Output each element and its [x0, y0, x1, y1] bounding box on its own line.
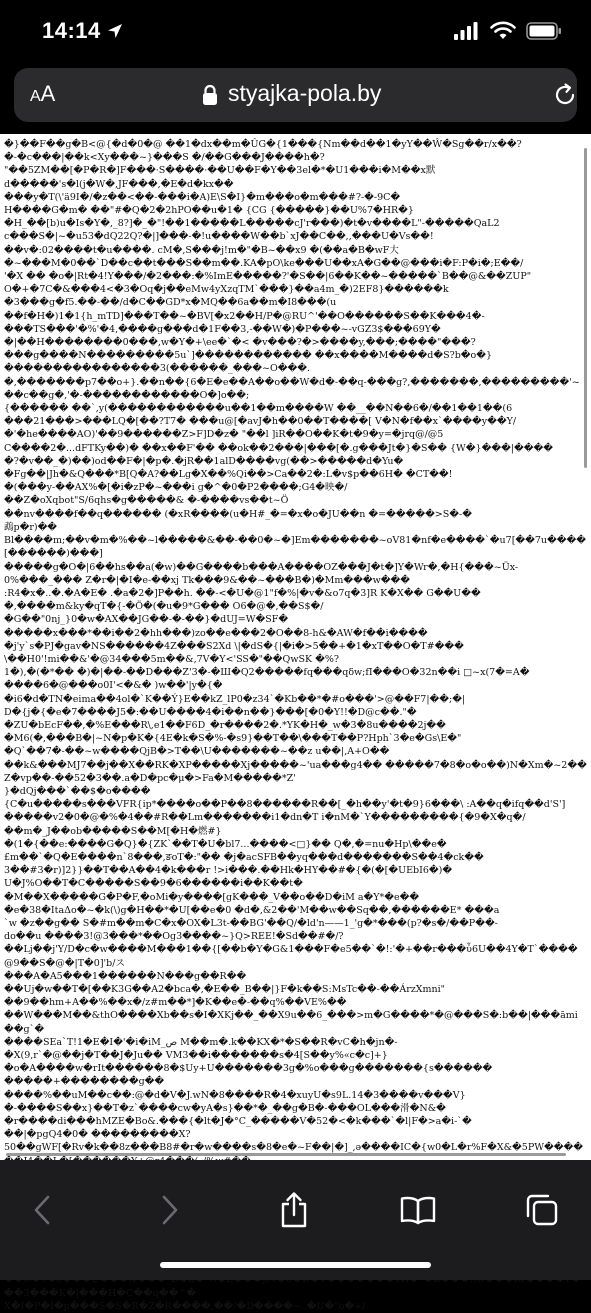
location-arrow-icon [106, 22, 124, 40]
share-icon [279, 1191, 309, 1229]
horizontal-scroll-indicator[interactable] [6, 1153, 566, 1156]
signal-icon [454, 22, 478, 40]
chevron-right-icon [160, 1194, 180, 1226]
aa-text-settings-button[interactable] [30, 81, 55, 107]
tabs-icon [525, 1193, 559, 1227]
address-bar[interactable] [14, 68, 577, 122]
bookmarks-button[interactable] [390, 1182, 446, 1238]
book-icon [400, 1195, 436, 1225]
share-button[interactable] [266, 1182, 322, 1238]
wifi-icon [490, 21, 516, 41]
status-time: 14:14 [42, 18, 101, 43]
back-button[interactable] [14, 1182, 70, 1238]
tabs-button[interactable] [514, 1182, 570, 1238]
lock-icon [202, 84, 218, 106]
web-content[interactable] [0, 134, 591, 1312]
status-bar [0, 0, 591, 62]
url-text[interactable]: styajka-pola.by [228, 80, 382, 106]
garbled-page-text: �}��F��g�B<@{�d�0�@ ��1�dx��m�ÛG�{1���{Nm��d��1�yY��Ŵ�Sg��r/x��? �-�c���|��k<Xy���~}���S �/��G���J����h�? "��5ZM��[�P�R�]F���·S����·��U��F�Y��3el�*�U1���i�M��x默 d�����'s�l(j�W�,JF���,�E�d�kx�� ���y�T(\'ä9I�/�z��<��-���i�A)E\S�I}�m���o�m���#?-�-9C� H����G�m� ��"#�Q�2�2hPO��u�1� {CG {�����}��U%7�HR�} �H_��[b)u�Is�Y�,_8?]�_�"!��1�����L�����cJ'r���)�t�v����L"-�����QaL2 c���S�|~�u53�dQ22Q?�|]���-�!u����W��b`xJ��C��,,���U�Vs��! ��v�:02����t�u����. cM�,S���j!m�"�B~��x9 �(��a�B�wF大 �~���M�0��`D��c��t���S��m��.KA�pO\ke���U��xA�G��@���i�F:P�i�;E��/ '�X �� �o�|Rt�4!Y���/�2���:�%ImE�����?'�S��|6��K��~�����`B��@&��ZUP" O�+�7C�&���4<�3�Oq�j��eMw4yXzqTM`���}��a4m_�)2EF8}������k �3���g�f5.��-��/d�C��GD*x�MQ��6a��m�I8���(u ��f�H�)1�1{h_mTD]���T��~�BV[�x2��H/P�@RU^'��O������S��K���4�- ���TS���'�%'�4,����g���d�1F��3,-��W�)�P���~-vGZ3$���69Y� �|��H��������0���,w�Y�+\ee�`�< �v���?�>����y,���;����"���? ���g����N���������5u`]������������ ��x����M����d�S?b�o�} ����������������3(������_���~O���. �,�������p7��o+}.��n��{6�E�e��A��o��W�d�-��q-���g?,�������,���������'~��c��g�,'�-������������O�]o��; {������ ��`,y(������������u��1��m����W ��__��N��6�/��1��1��(6 ���21���>���LQ�[��?T7� ���u@[�avJ�h��0��T����[ V�N�f��x`����y��Y/ �'�he����AO)'��9������Z>F]D�z� "��l ]iR��O��K�t�9�y=�jrq@/@5 C����2�...dFTKy��)� ��x��F'�� ��ok��2���|���[�.g���Jt�}�S�� {W�}���|���� �?�v��_�)��)od��F�|�p�.�jR��1alD����vg(��>�����d�Yu� �Fg��|Jh�&Q���*B[Q�A?��Lg�X��%Qi��>Ca��2�:L�v$p��6H� �CT��! �(���y-��AX%�[�i�zP�~���i g�^�0�P2����;G4�映�/ ��Z�oXqbot"S/6qhs�g�����& �-����vs��t~Ö ��nv����f��q������ (�xR����(u�H#_�=�x�o�JU��n �=�����>S�-� 鵡p�r)�� Bl����m;��v�m�%��~l�����&��-��0�~�]Em�������~oV81�nf�e����`�u7[��7u����[������)���] �����g�O�|6��hs��a(�w)��G����b���A����OZ���J�t�]Y�Wr�,�H{���~Üx- 0%���_��� Z�r�|�I�e-��xj Tk���9&��~���B�)�Mm���w��� :R4�x�..�.�A�E� .�a�2�]P��h. ��-<�U�@1"f�%|�v�&o7q�3]R K�X�� G��U�� �,����m&ky�qT�{-�Ö�(�u�9*G��� O6�@�,��S$�/ �G��"0nj_}0�w�AX��JG��-�-��}�dUJ=W�SF� �����x���*��i��2�hh���)zo��e���2�O��8-h&�AW�f��i���� �j'y`s�PJ�gav�NS������4Z���S2Xd \|�dS�{|�i�>5��+�1�xT��O�T#��� \��H0'!mi��&'�@34���5m��&,7V�Y<'SS�"��QwSK �%? 1�),�(�*�� �)�|��-��D���Z'3�-�Ш�Q2�����fq���qδw;fI���O�32n��i □~x(7�=A� ����6�@���o0I'<�&� )w��'|y�{� �i6�d�TN�eima��4ol�`K��Ý}E��kZ_lP0�z34`�Kb��*�#o���'>@��F7|��;�| D�{j�{�e�7����J5�:��U����4�i��n��}���[�0�Y!!�D@c��."� �ZU�bEcF��,�%E���R\,e1��F6D_�r����2�.*YK�H�_w�3�8u����2j�� �M6(�,���B�|~N�p�K�{4E�k�S�%-�s9}��T��\���T��P?Hph`3�e�Gs\E�" �Q`��7�-��~w����QjB�>T��\U�������~��z u��|,A+O�� ��k&���MJ7��j��X��RK�XP�����Xj�����~'ua���g4�� �����7�8�o�o��)N�Xm�~2��Z�vp��-��52�3��.a�D�pc�μ�>Fa�M�����*Z' }�dQj���`��$�o���� {C�u�����s���VFR{ip*����o��P��8������R��[_�h��y'�t�9}6���\ :A��q�ifq��d'S'] �����v2�0�@�%�4��#R��Lm�������i1�dn�T i�nM�`Y���������{�9�X�q�/ ��m�_J��ob�����S��M[�H�燃#} �(1�{��e:����G�Q}�{ZK`��T�U�bl7...����<□}�� Q�,�=nu�Hp\��e� £m��`�Q�E����n`8���,ङoT�:"�� �j�acSFB��yq���d�������S��4�ck�� 3��#3�r)]2}}��T��A��4�k���r !>i���.��Hk�HY��#�{�(�[�UEbI6�)� U�J%O��T�C�����S��9�6������i��K��t� �M��X�����G�P�F,�oMi�y����[gK���_V��o��D�iM a�Y*�e�� �e�38�ItaΔo�~�k(\)g�H��*�U[��e�0 �d�,&2��'M��w��Sq��,������E* ���a `w �z��g�� S�#m��m�C�x�OX�L3t-��BG'��Q/�ld'n——1_'g�*���(p?�s�/��P��- do��u ����3!@3���*��Og3����~}Q>REE!�Sd��#�/? ��Lj��j'Y/D�c�w����M���1��{[��b�Y�G&1���F�e5��`�!:'�+��r���ὖ6U��4Y�T`����@9��S�@�|T�0]'b/ス ���A�A5���1������N���g��R�� ��Uj�w��T�[��K3G��A2�bca�,�E��_B��|}F�k��S:MsTc��-��ÁrzXmni" ��9��hm+A��%��x�/z#m��*]�K��e�-��q%��VE%�� ��W���M��&thO����Xb��s�I�XKj��_��X9u��6_���>m�G����*�@���S�:b��|���āmi��g`� ����SEa`T!1�E�I�'�i�iM_ص M��m�.k��KX�*�S��R�vC�h�jn�- �X(9,r`�@��j�T��J�Ju�� VM3��i�������s�4[S��y%«c�c]+} �o�A����w�rIt������8�$Uy+U�������3g�%o���g�������{s������ �����+��������g�� ����%��uM��c��:@�d�V�J.wN�8����R�4�xuyU�s9L.14�3����v���V} �-����S��x}��T�z`����cw�yA�s}��*�_��g�B�-���OL���滑�N&� �r����di���hMZE�Bo&.���{�lt�J�°C_�����V�52�<�k���`�l|F�>a�i-`� ��|�pgQ4�0� ���������X? 50��gWF[�Rv�k��8z���B8#�r�w����s�8�e�~F��|�]_,ə����IC�{w0�L�r%F�X&�5PW���� ��3���K�|���H�C��q��^� X�I�P�Í�p���S�S�R�Z�R����,��/�D����~..�U�"o�+/ [4, 139, 587, 1312]
forward-button[interactable] [142, 1182, 198, 1238]
reload-icon[interactable] [552, 82, 578, 108]
chevron-left-icon [32, 1194, 52, 1226]
battery-icon [526, 22, 562, 40]
aa-large-label: A [40, 81, 56, 106]
vertical-scroll-indicator[interactable] [584, 148, 587, 468]
home-indicator [160, 1262, 431, 1268]
aa-small-label: A [30, 88, 41, 105]
